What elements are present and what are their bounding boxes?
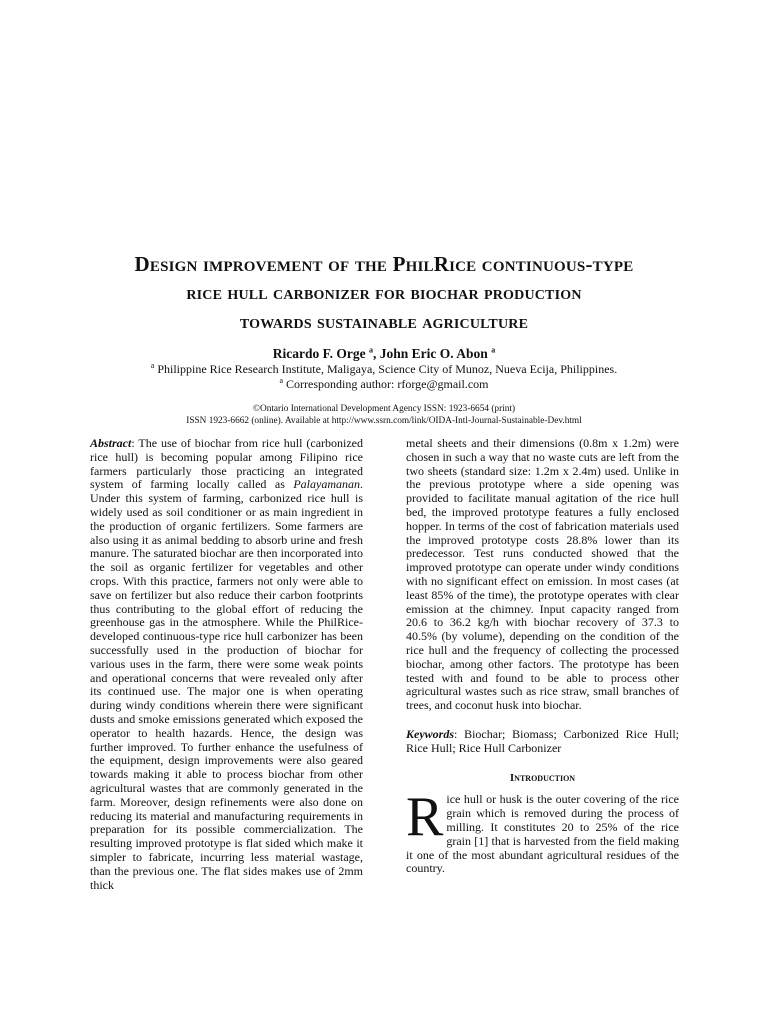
keywords-label: Keywords — [406, 726, 454, 741]
abstract-paragraph — [90, 437, 363, 892]
affiliation-mark: a — [150, 361, 155, 370]
paper-title — [60, 250, 708, 337]
corresponding-mark: a — [279, 376, 284, 385]
author-name: Ricardo F. Orge — [272, 346, 366, 361]
affiliation — [60, 362, 708, 392]
abstract-text: : The use of biochar from rice hull (carbonized rice hull) is becoming popular among Filipino rice farmers particularly those practicing an integrated system of farming locally called as — [90, 436, 363, 492]
section-heading-introduction: Introduction — [509, 771, 576, 784]
drop-cap: R — [406, 786, 444, 849]
author-name: John Eric O. Abon — [379, 346, 488, 361]
abstract-text: . Under this system of farming, carbonized rice hull is widely used as soil conditioner or as main ingredient in the production of organic fertilizers. Some farmers are also using it as animal bedding to absorb urine and fresh manure. The saturated biochar are then incorporated into the soil as organic fertilizer for vegetables and other crops. With this practice, farmers not only were able to save on fertilizer but also reduce their carbon footprints thus contributing to the global effort of reducing the greenhouse gas in the atmosphere. While the PhilRice-developed continuous-type rice hull carbonizer has been successfully used in the production of biochar for various uses in the farm, there were some weak points and operational concerns that were revealed only after its continued use. The major one is when operating during windy conditions wherein there were significant dusts and smoke emissions generated which exposed the operator to health hazards. Hence, the design was further improved. To further enhance the usefulness of the equipment, design improvements were also geared towards making it able to process biochar from other agricultural wastes that are commonly generated in the farm. Moreover, design refinements were also done on reducing its material and manufacturing requirements in preparation for its possible commercialization. The resulting improved prototype is flat sided which make it simpler to fabricate, incurring less material wastage, than the previous one. The flat sides makes use of 2mm thick — [90, 477, 363, 892]
author-affiliation-mark: a — [369, 345, 374, 355]
left-column — [90, 437, 363, 892]
right-column — [406, 437, 679, 876]
affiliation-institute: Philippine Rice Research Institute, Maligaya, Science City of Munoz, Nueva Ecija, Philippines. — [154, 362, 618, 376]
corresponding-author: Corresponding author: rforge@gmail.com — [283, 377, 489, 391]
title-line-2: rice hull carbonizer for biochar production — [186, 282, 582, 304]
keywords — [406, 728, 679, 756]
author-separator: , — [373, 346, 380, 361]
author-affiliation-mark: a — [491, 345, 496, 355]
copyright-line-1: ©Ontario International Development Agency ISSN: 1923-6654 (print) — [252, 404, 516, 414]
introduction-text: ice hull or husk is the outer covering of the rice grain which is removed during the process of milling. It constitutes 20 to 25% of the rice grain [1] that is harvested from the field making it one of the most abundant agricultural residues of the country. — [406, 792, 679, 876]
introduction-paragraph — [406, 786, 679, 876]
author-list — [60, 346, 708, 362]
keywords-text: : Biochar; Biomass; Carbonized Rice Hull; Rice Hull; Rice Hull Carbonizer — [406, 726, 679, 755]
copyright-line-2: ISSN 1923-6662 (online). Available at http://www.ssrn.com/link/OIDA-Intl-Journal-Sustainable-Dev.html — [186, 416, 582, 426]
title-line-3: towards sustainable agriculture — [239, 311, 529, 333]
abstract-italic-term: Palayamanan — [293, 477, 360, 492]
abstract-continuation: metal sheets and their dimensions (0.8m x 1.2m) were chosen in such a way that no waste cuts are left from the two sheets (standard size: 1.2m x 2.4m) used. Unlike in the previous prototype where a side opening was provided to facilitate manual agitation of the rice hull bed, the improved prototype features a fully enclosed hopper. In terms of the cost of fabrication materials used the improved prototype costs 28.8% lower than its predecessor. Test runs conducted showed that the improved prototype can operate under windy conditions with no significant effect on emission. In most cases (at least 85% of the time), the prototype operates with clear emission at the chimney. Input capacity ranged from 20.6 to 36.2 kg/h with biochar recovery of 37.3 to 40.5% (by volume), depending on the condition of the rice hull and the frequency of collecting the processed biochar, among other factors. The prototype has been tested with and found to be able to process other agricultural wastes such as rice straw, small branches of trees, and coconut husk into biochar. — [406, 436, 679, 713]
abstract-label: Abstract — [90, 436, 132, 450]
copyright-notice — [60, 403, 708, 427]
title-line-1: Design improvement of the PhilRice continuous-type — [134, 252, 634, 276]
